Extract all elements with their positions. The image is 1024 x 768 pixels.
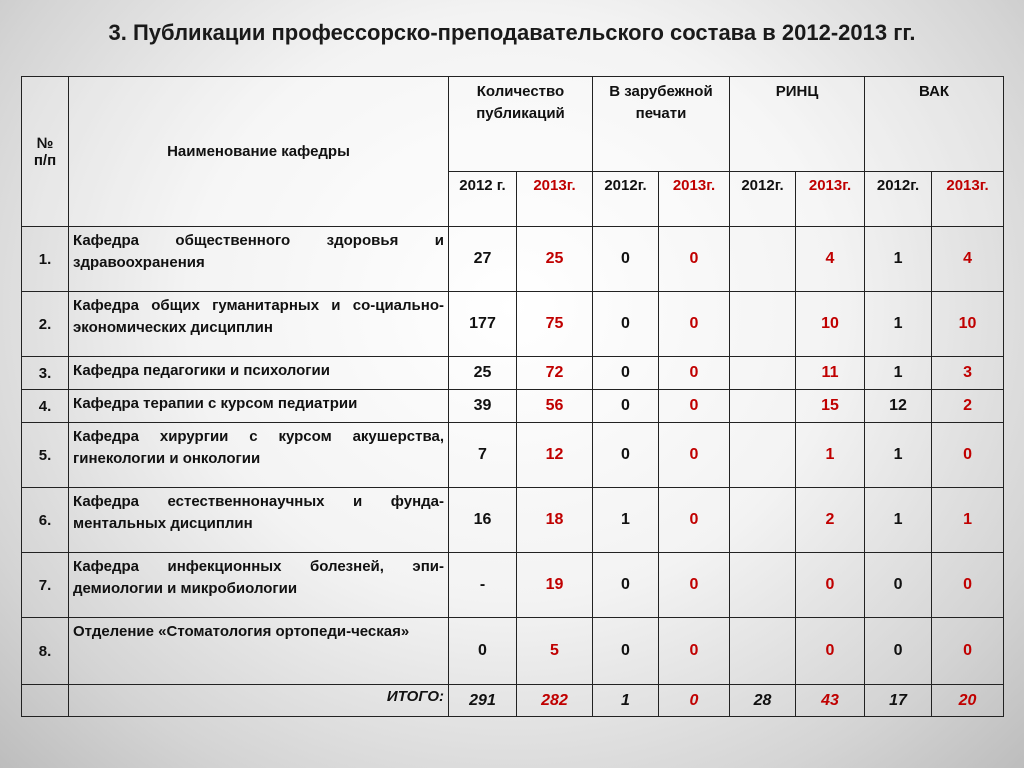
value-cell <box>730 488 796 553</box>
table-row <box>22 292 1004 357</box>
value-cell: 0 <box>659 553 730 618</box>
value-cell: 0 <box>659 227 730 292</box>
year-header: 2012 г. <box>449 172 517 227</box>
value-cell: 15 <box>796 390 865 423</box>
value-cell <box>730 423 796 488</box>
value-cell: 0 <box>593 423 659 488</box>
value-cell <box>730 618 796 685</box>
value-cell: 4 <box>932 227 1004 292</box>
table-row <box>22 423 1004 488</box>
total-value: 291 <box>449 685 517 717</box>
department-name: Кафедра общественного здоровья и здравоохранения <box>69 227 449 292</box>
value-cell: 0 <box>932 423 1004 488</box>
total-value: 43 <box>796 685 865 717</box>
value-cell: 2 <box>796 488 865 553</box>
value-cell: 25 <box>449 357 517 390</box>
value-cell: 1 <box>865 423 932 488</box>
year-header: 2013г. <box>932 172 1004 227</box>
value-cell: 72 <box>517 357 593 390</box>
publications-table <box>21 76 1004 717</box>
department-name: Кафедра инфекционных болезней, эпи-демиологии и микробиологии <box>69 553 449 618</box>
value-cell: 27 <box>449 227 517 292</box>
total-value: 28 <box>730 685 796 717</box>
total-value: 0 <box>659 685 730 717</box>
num-label-line2: п/п <box>33 151 57 169</box>
value-cell: 25 <box>517 227 593 292</box>
num-label-line1: № <box>36 134 54 152</box>
value-cell: 0 <box>865 618 932 685</box>
table-row <box>22 227 1004 292</box>
value-cell: 3 <box>932 357 1004 390</box>
col-header-foreign <box>593 77 730 172</box>
value-cell: 0 <box>593 227 659 292</box>
total-value: 282 <box>517 685 593 717</box>
year-header: 2012г. <box>865 172 932 227</box>
header-row <box>22 77 1004 172</box>
total-value: 17 <box>865 685 932 717</box>
value-cell: 10 <box>932 292 1004 357</box>
col-header-num <box>22 77 69 227</box>
value-cell: 10 <box>796 292 865 357</box>
page-title: 3. Публикации профессорско-преподавательского состава в 2012-2013 гг. <box>108 20 916 45</box>
value-cell: 0 <box>593 618 659 685</box>
total-row <box>22 685 1004 717</box>
department-name: Кафедра естественнонаучных и фунда-ментальных дисциплин <box>69 488 449 553</box>
table-row <box>22 357 1004 390</box>
value-cell: 177 <box>449 292 517 357</box>
total-label: ИТОГО: <box>69 685 449 717</box>
department-name: Кафедра терапии с курсом педиатрии <box>69 390 449 423</box>
col-header-total <box>449 77 593 172</box>
value-cell: 0 <box>593 292 659 357</box>
value-cell: 2 <box>932 390 1004 423</box>
year-header: 2012г. <box>593 172 659 227</box>
value-cell: 56 <box>517 390 593 423</box>
value-cell: 7 <box>449 423 517 488</box>
value-cell <box>730 553 796 618</box>
year-header: 2012г. <box>730 172 796 227</box>
row-number: 5. <box>22 423 69 488</box>
value-cell: 1 <box>865 488 932 553</box>
row-number: 2. <box>22 292 69 357</box>
value-cell: 0 <box>796 618 865 685</box>
row-number: 4. <box>22 390 69 423</box>
value-cell: 11 <box>796 357 865 390</box>
col-header-rinc: РИНЦ <box>730 77 865 172</box>
row-number: 8. <box>22 618 69 685</box>
value-cell: 18 <box>517 488 593 553</box>
total-value: 20 <box>932 685 1004 717</box>
group-label: печати <box>635 105 687 122</box>
value-cell: 1 <box>796 423 865 488</box>
value-cell <box>730 292 796 357</box>
value-cell: 1 <box>865 292 932 357</box>
department-name: Кафедра педагогики и психологии <box>69 357 449 390</box>
row-number: 1. <box>22 227 69 292</box>
year-header: 2013г. <box>517 172 593 227</box>
value-cell <box>730 227 796 292</box>
value-cell: 0 <box>659 618 730 685</box>
table-row <box>22 553 1004 618</box>
group-label: В зарубежной <box>609 83 713 100</box>
value-cell: 1 <box>593 488 659 553</box>
value-cell: 75 <box>517 292 593 357</box>
value-cell: 1 <box>932 488 1004 553</box>
value-cell: 12 <box>865 390 932 423</box>
table-row <box>22 488 1004 553</box>
value-cell: 4 <box>796 227 865 292</box>
value-cell: 0 <box>449 618 517 685</box>
value-cell: 0 <box>932 553 1004 618</box>
row-number: 3. <box>22 357 69 390</box>
value-cell: 12 <box>517 423 593 488</box>
value-cell: 0 <box>593 390 659 423</box>
department-name: Кафедра хирургии с курсом акушерства, гинекологии и онкологии <box>69 423 449 488</box>
table-row <box>22 618 1004 685</box>
department-name: Отделение «Стоматология ортопеди-ческая» <box>69 618 449 685</box>
col-header-vak: ВАК <box>865 77 1004 172</box>
value-cell: 0 <box>659 423 730 488</box>
table-row <box>22 390 1004 423</box>
value-cell <box>730 357 796 390</box>
year-header: 2013г. <box>796 172 865 227</box>
value-cell: 0 <box>659 390 730 423</box>
value-cell: 0 <box>932 618 1004 685</box>
value-cell: 0 <box>593 357 659 390</box>
value-cell: 39 <box>449 390 517 423</box>
value-cell: 16 <box>449 488 517 553</box>
value-cell <box>730 390 796 423</box>
value-cell: 1 <box>865 227 932 292</box>
value-cell: 5 <box>517 618 593 685</box>
value-cell: - <box>449 553 517 618</box>
value-cell: 0 <box>865 553 932 618</box>
group-label: Количество <box>476 83 565 100</box>
value-cell: 0 <box>796 553 865 618</box>
value-cell: 1 <box>865 357 932 390</box>
value-cell: 0 <box>659 488 730 553</box>
row-number: 7. <box>22 553 69 618</box>
value-cell: 0 <box>659 357 730 390</box>
col-header-name: Наименование кафедры <box>69 77 449 227</box>
total-empty-cell <box>22 685 69 717</box>
value-cell: 0 <box>593 553 659 618</box>
value-cell: 0 <box>659 292 730 357</box>
year-header: 2013г. <box>659 172 730 227</box>
row-number: 6. <box>22 488 69 553</box>
value-cell: 19 <box>517 553 593 618</box>
total-value: 1 <box>593 685 659 717</box>
group-label: публикаций <box>476 105 565 122</box>
department-name: Кафедра общих гуманитарных и со-циально-экономических дисциплин <box>69 292 449 357</box>
